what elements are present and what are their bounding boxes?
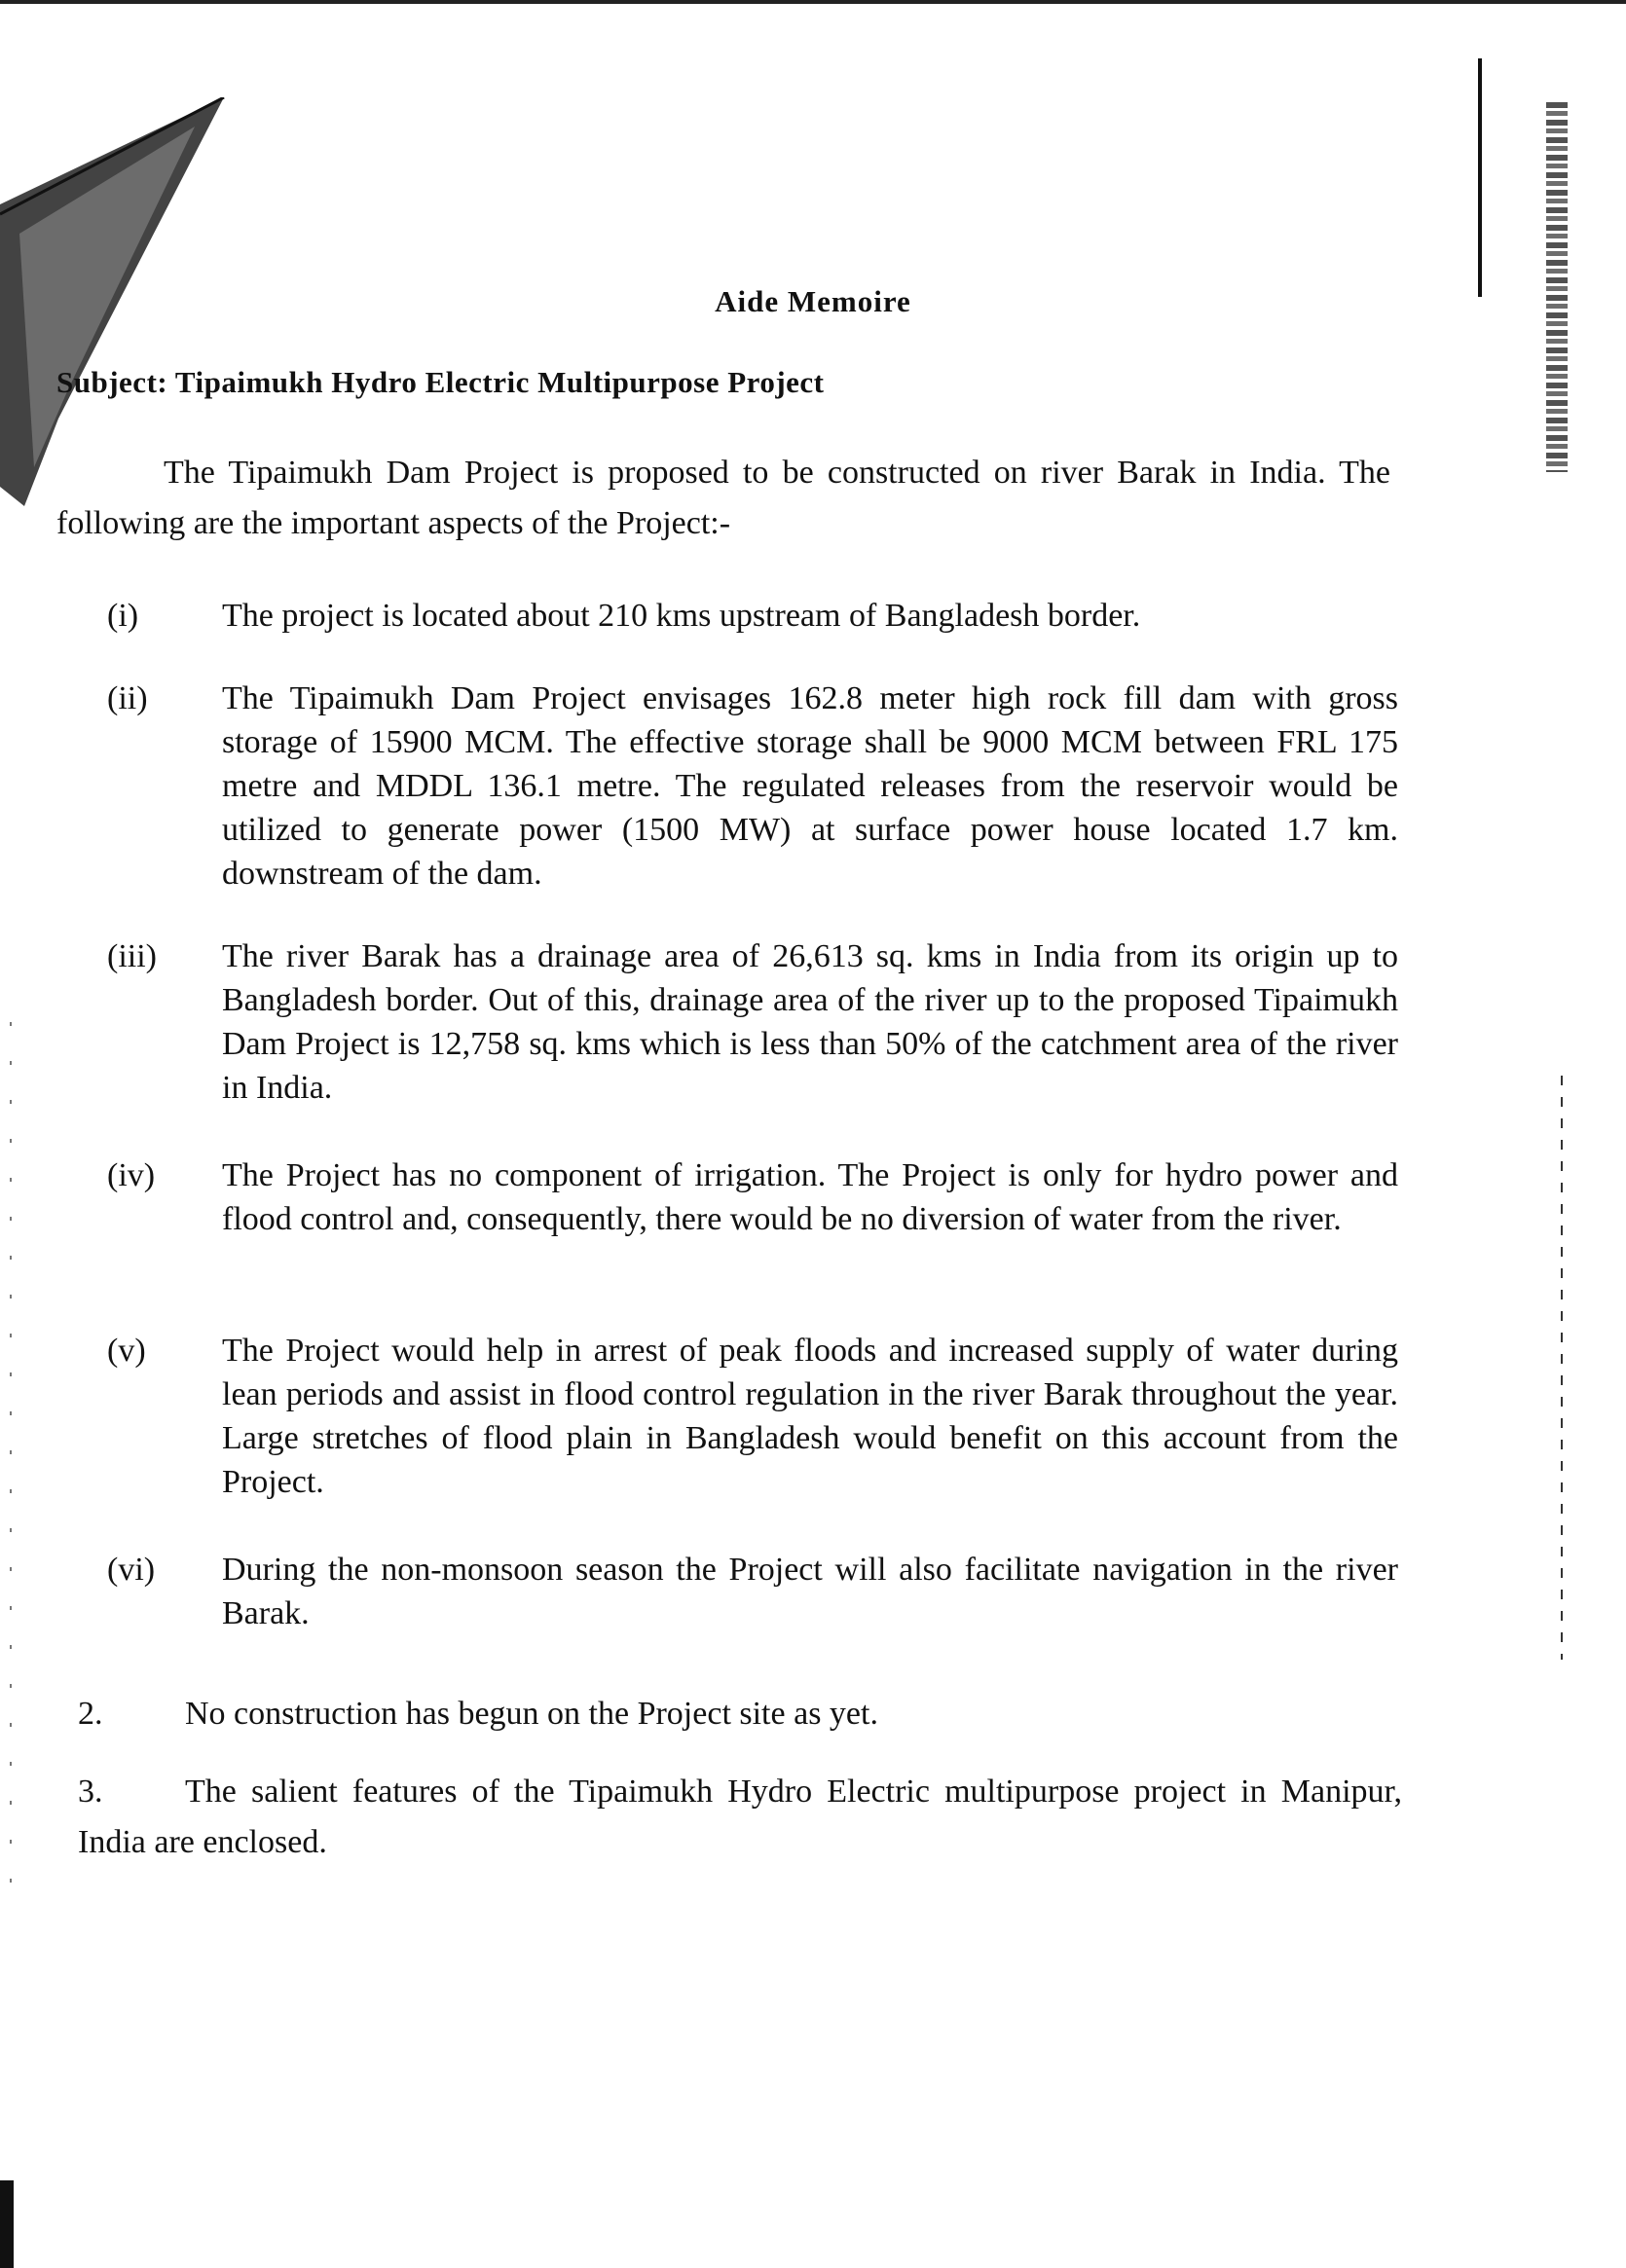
intro-paragraph: The Tipaimukh Dam Project is proposed to be constructed on river Barak in India. The following are the important aspects of the Project:- xyxy=(56,455,1390,541)
scan-right-dashes xyxy=(1561,1076,1563,1660)
paragraph-text: The salient features of the Tipaimukh Hydro Electric multipurpose project in Manipur, India are enclosed. xyxy=(78,1774,1402,1860)
list-item-number: (ii) xyxy=(107,680,148,716)
paragraph-number: 2. xyxy=(78,1696,103,1732)
list-item-text: The river Barak has a drainage area of 26,613 sq. kms in India from its origin up to Bangladesh border. Out of this, drainage area of the river up to the proposed Tipaimukh Dam Project is 12,758 sq. kms which is less than 50% of the catchment area of the river in India. xyxy=(222,938,1398,1106)
list-item-number: (i) xyxy=(107,598,139,634)
numbered-paragraph xyxy=(78,1689,1402,1739)
list-item-text: During the non-monsoon season the Project will also facilitate navigation in the river Barak. xyxy=(222,1552,1398,1631)
paragraph-number: 3. xyxy=(78,1774,103,1810)
list-item-text: The Project has no component of irrigation. The Project is only for hydro power and flood control and, consequently, there would be no diversion of water from the river. xyxy=(222,1157,1398,1237)
document-subject: Subject: Tipaimukh Hydro Electric Multipurpose Project xyxy=(56,365,825,399)
list-item-number: (iii) xyxy=(107,938,157,974)
numbered-paragraph xyxy=(78,1767,1402,1868)
scan-bottom-corner xyxy=(0,2180,14,2268)
paragraph-text: No construction has begun on the Project site as yet. xyxy=(185,1696,878,1732)
scan-left-dashes xyxy=(10,1022,12,1898)
scan-right-mark xyxy=(1478,58,1482,297)
list-item-text: The Tipaimukh Dam Project envisages 162.8 meter high rock fill dam with gross storage of 15900 MCM. The effective storage shall be 9000 MCM between FRL 175 metre and MDDL 136.1 metre. The regulated releases from the reservoir would be utilized to generate power (1500 MW) at surface power house located 1.7 km. downstream of the dam. xyxy=(222,680,1398,892)
document-title: Aide Memoire xyxy=(715,284,911,318)
list-item-number: (vi) xyxy=(107,1552,156,1588)
list-item-text: The project is located about 210 kms upstream of Bangladesh border. xyxy=(222,598,1141,634)
list-item-number: (iv) xyxy=(107,1157,156,1193)
scan-top-edge xyxy=(0,0,1626,4)
list-item-number: (v) xyxy=(107,1333,146,1369)
list-item-text: The Project would help in arrest of peak floods and increased supply of water during lean periods and assist in flood control regulation in the river Barak throughout the year. Large stretches of flood plain in Bangladesh would benefit on this account from the Project. xyxy=(222,1333,1398,1500)
